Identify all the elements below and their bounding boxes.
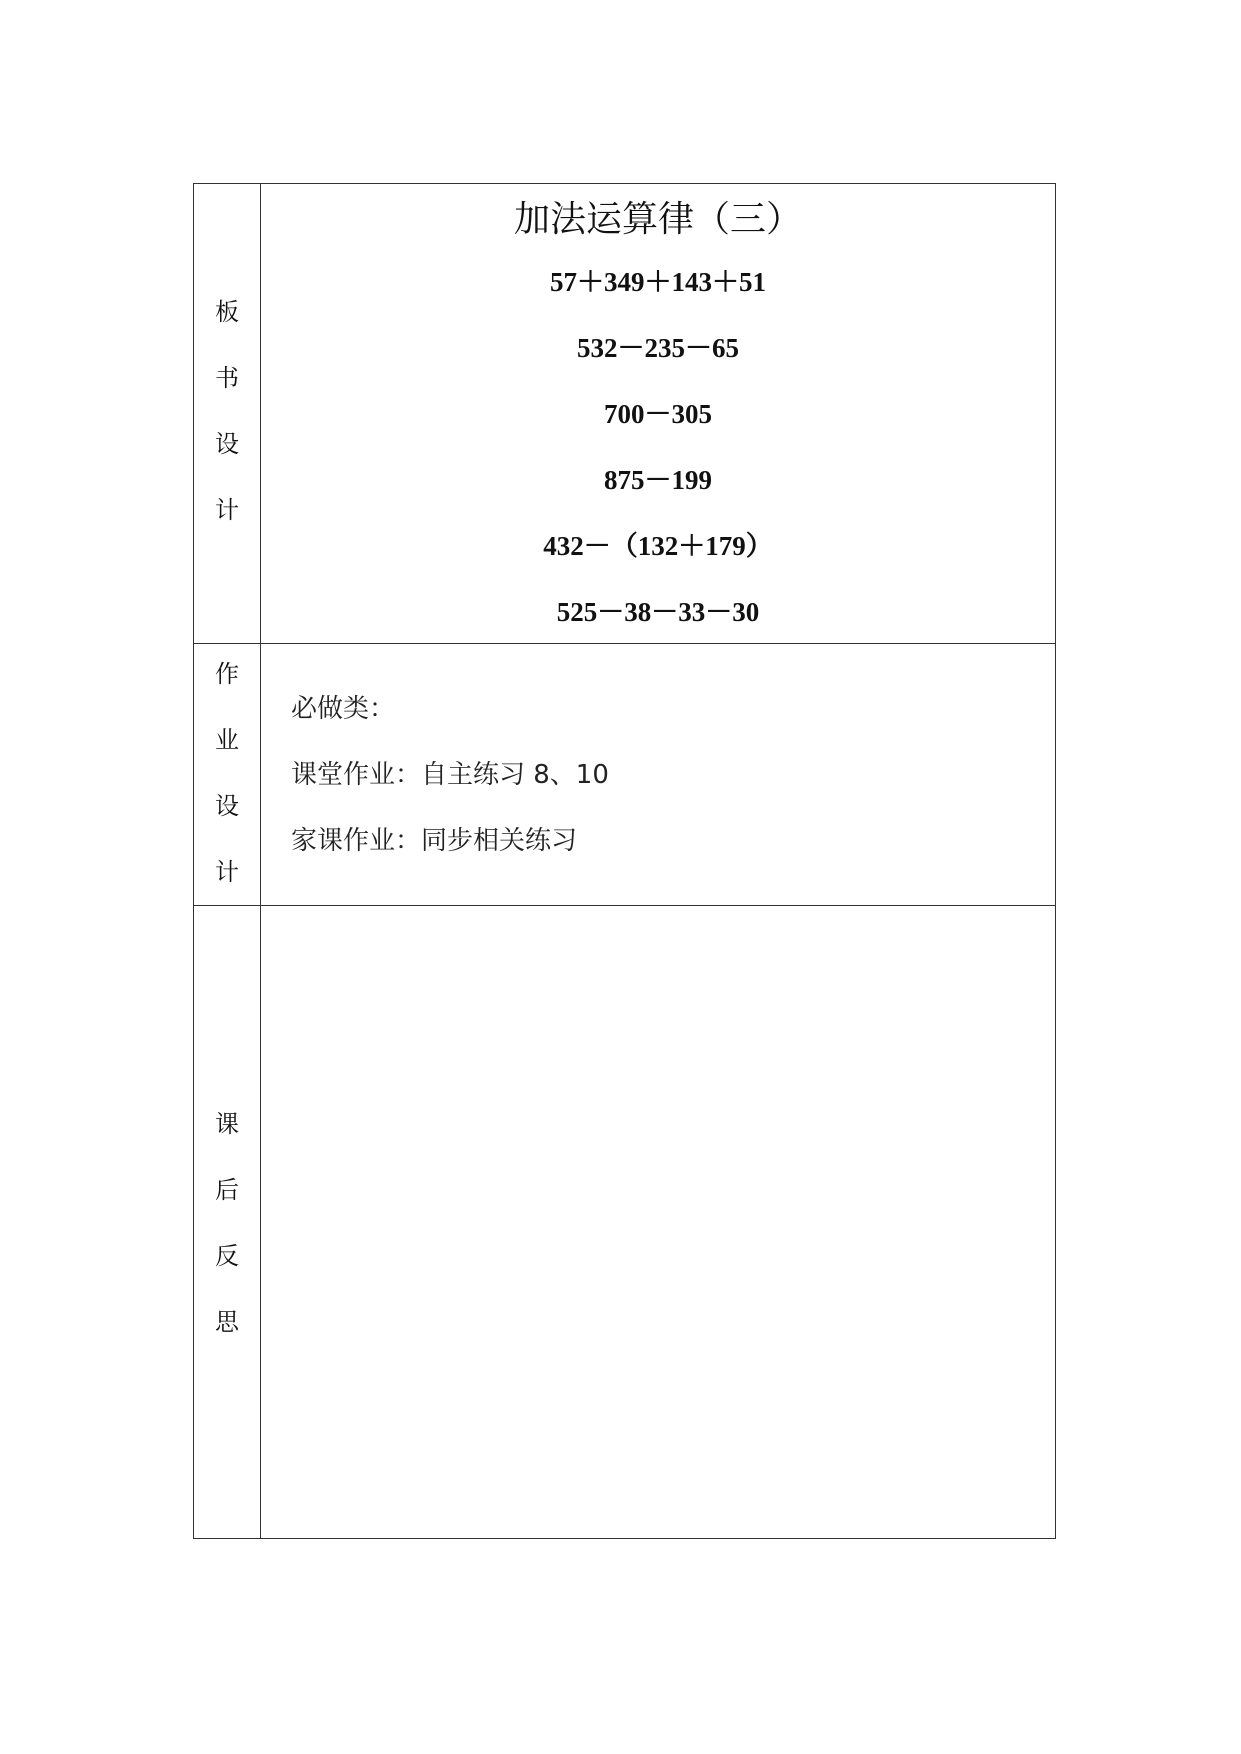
reflection-label-char-2: 后: [215, 1176, 239, 1204]
board-design-content-cell: [261, 184, 1055, 643]
homework-label-char-3: 设: [215, 792, 239, 820]
reflection-row: [194, 906, 1055, 1538]
homework-label-char-1: 作: [215, 660, 239, 688]
reflection-label-char-1: 课: [215, 1110, 239, 1138]
homework-design-row: [194, 644, 1055, 906]
reflection-label-char-4: 思: [215, 1308, 239, 1336]
homework-design-content-cell: [261, 644, 1055, 905]
board-expression: 432－（132＋179）: [543, 531, 773, 561]
board-label-char-3: 设: [215, 430, 239, 458]
board-expression: 525－38－33－30: [556, 597, 760, 627]
board-title: 加法运算律（三）: [513, 199, 802, 240]
board-expression: 57＋349＋143＋51: [550, 267, 766, 297]
board-expression: 700－305: [604, 399, 712, 429]
board-design-row: [194, 184, 1055, 644]
board-expression: 875－199: [604, 465, 712, 495]
home-homework: 家课作业：同步相关练习: [291, 826, 578, 856]
reflection-content-cell[interactable]: [261, 906, 1055, 1538]
board-expression: 532－235－65: [577, 333, 739, 363]
lesson-plan-table: [193, 183, 1056, 1539]
homework-design-label-cell: [194, 644, 261, 905]
reflection-label-cell: [194, 906, 261, 1538]
reflection-label-char-3: 反: [215, 1242, 239, 1270]
board-label-char-2: 书: [215, 364, 239, 392]
homework-category: 必做类：: [291, 694, 396, 724]
board-design-label-cell: [194, 184, 261, 643]
board-label-char-4: 计: [215, 496, 239, 524]
board-label-char-1: 板: [215, 298, 239, 326]
homework-label-char-2: 业: [215, 726, 239, 754]
homework-label-char-4: 计: [215, 858, 239, 886]
classroom-homework: 课堂作业：自主练习 8、10: [291, 760, 609, 790]
